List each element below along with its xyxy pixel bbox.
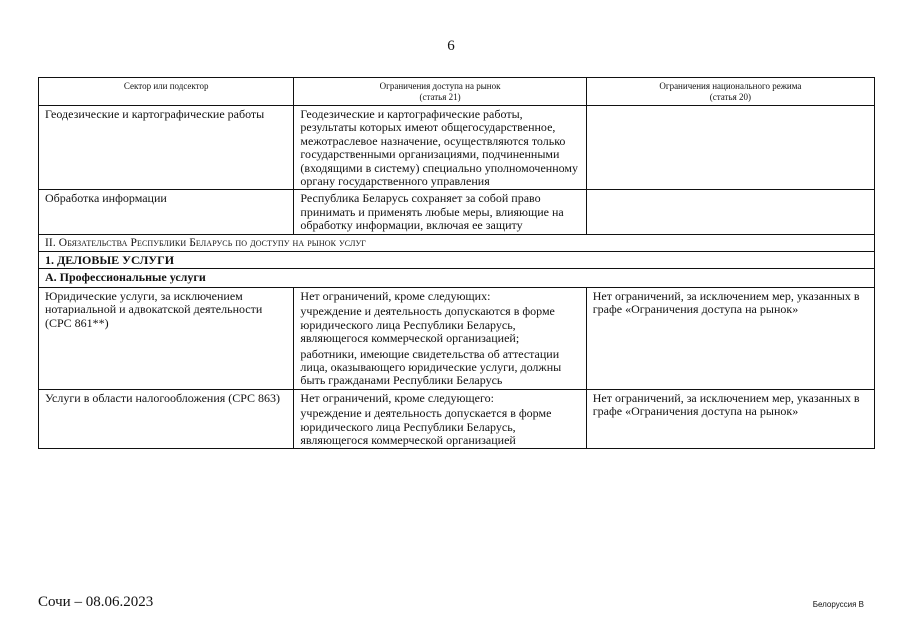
subcategory-heading-row — [39, 269, 875, 287]
national-treatment-cell — [586, 190, 874, 234]
page-number: 6 — [447, 38, 455, 54]
sector-cell: Геодезические и картографические работы — [39, 106, 294, 190]
table-row — [39, 389, 875, 449]
header-national-treatment: Ограничения национального режима (статья 20) — [586, 78, 874, 106]
national-treatment-cell — [586, 106, 874, 190]
table-row — [39, 287, 875, 389]
section-heading-row — [39, 234, 875, 251]
table-row — [39, 106, 875, 190]
table-header-row — [39, 78, 875, 106]
subcategory-heading: А. Профессиональные услуги — [39, 269, 875, 287]
national-treatment-cell: Нет ограничений, за исключением мер, указанных в графе «Ограничения доступа на рынок» — [586, 287, 874, 389]
market-access-cell: Республика Беларусь сохраняет за собой право принимать и применять любые меры, влияющие на обработку информации, включая ее защиту — [294, 190, 586, 234]
sector-cell: Услуги в области налогообложения (CPC 863) — [39, 389, 294, 449]
header-sector: Сектор или подсектор — [39, 78, 294, 106]
market-access-cell: Геодезические и картографические работы, результаты которых имеют общегосударственное, межотраслевое назначение, осуществляются только государственными организациями, подчиненными (входящими в систему) специально уполномоченному органу государственного управления — [294, 106, 586, 190]
section-heading: II. Обязательства Республики Беларусь по доступу на рынок услуг — [39, 234, 875, 251]
category-heading-row — [39, 252, 875, 269]
market-access-cell: Нет ограничений, кроме следующего: учреждение и деятельность допускается в форме юридического лица Республики Беларусь, являющегося коммерческой организацией — [294, 389, 586, 449]
footer-location-date: Сочи – 08.06.2023 — [38, 594, 154, 610]
footer-document-code: Белоруссия В — [812, 600, 864, 609]
sector-cell: Обработка информации — [39, 190, 294, 234]
category-heading: 1. ДЕЛОВЫЕ УСЛУГИ — [39, 252, 875, 269]
sector-cell: Юридические услуги, за исключением нотариальной и адвокатской деятельности (CPC 861**) — [39, 287, 294, 389]
commitments-table — [38, 77, 875, 449]
header-market-access: Ограничения доступа на рынок (статья 21) — [294, 78, 586, 106]
table-row — [39, 190, 875, 234]
national-treatment-cell: Нет ограничений, за исключением мер, указанных в графе «Ограничения доступа на рынок» — [586, 389, 874, 449]
market-access-cell: Нет ограничений, кроме следующих: учреждение и деятельность допускаются в форме юридического лица Республики Беларусь, являющегося коммерческой организацией; работники, имеющие свидетельства об аттестации лица, оказывающего юридические услуги, должны быть гражданами Республики Беларусь — [294, 287, 586, 389]
